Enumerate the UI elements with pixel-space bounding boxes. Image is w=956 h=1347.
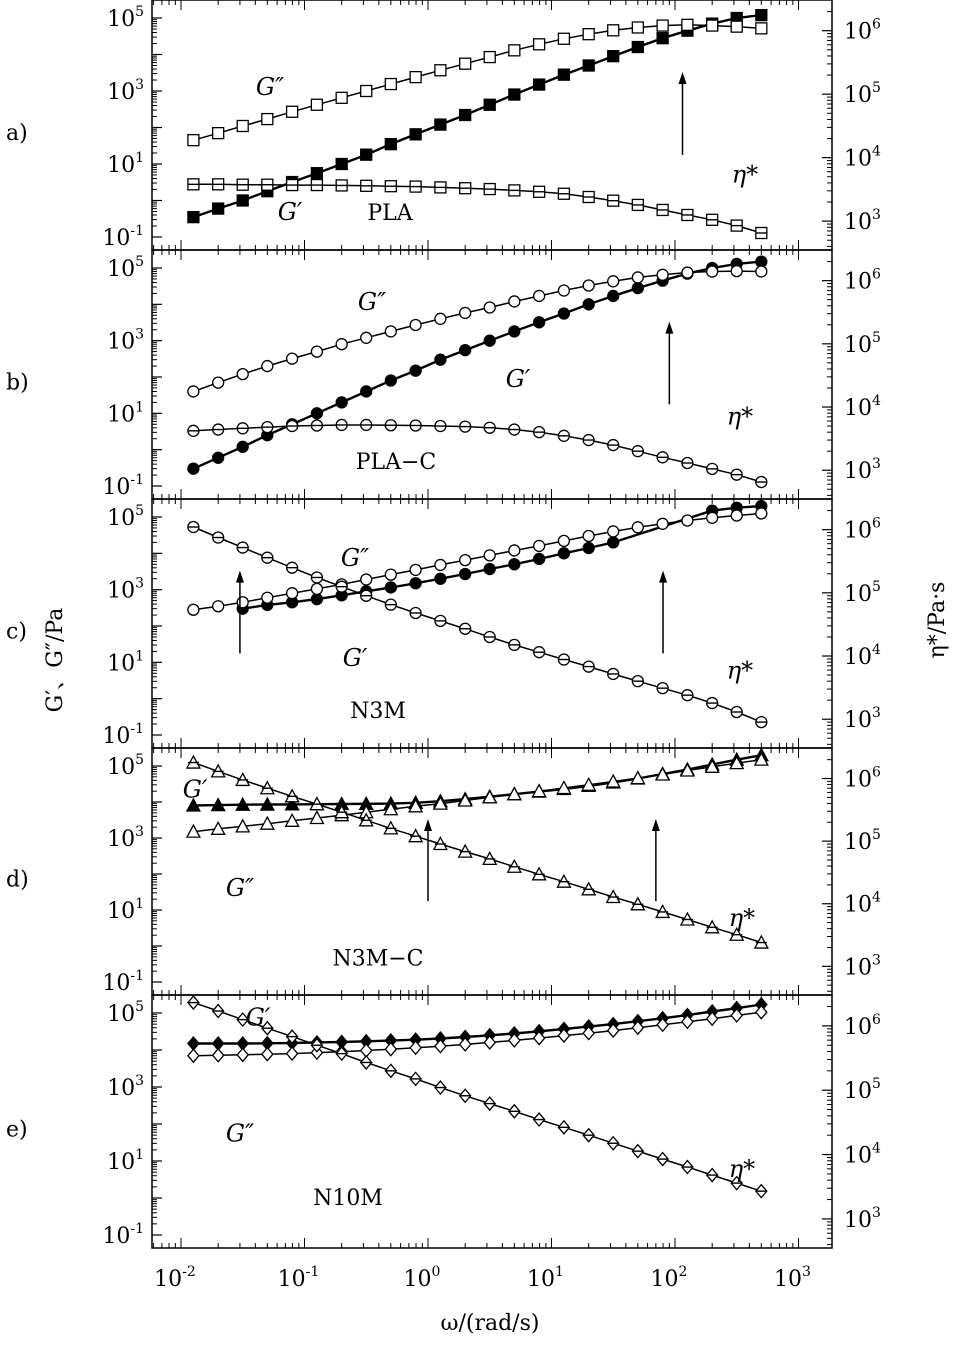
data-point xyxy=(311,168,322,179)
eta-label: η* xyxy=(728,1155,756,1184)
data-point xyxy=(410,578,421,589)
data-point xyxy=(237,1048,248,1061)
x-tick-label: $10^2$ xyxy=(650,1264,688,1292)
arrow-head xyxy=(659,571,667,583)
data-point xyxy=(583,299,594,310)
series-line xyxy=(193,527,761,725)
data-point xyxy=(385,569,396,580)
left-tick-label: $10^5$ xyxy=(107,752,144,780)
data-point xyxy=(460,568,471,579)
left-tick-label: $10^{-1}$ xyxy=(102,721,144,749)
data-point xyxy=(558,69,569,80)
data-point xyxy=(484,99,495,110)
panel-c xyxy=(6,499,881,749)
data-point xyxy=(632,283,643,294)
data-point xyxy=(484,302,495,313)
series-line xyxy=(193,755,761,805)
data-point xyxy=(237,120,248,131)
left-tick-label: $10^5$ xyxy=(107,503,144,531)
panel-letter: c) xyxy=(6,619,27,645)
data-point xyxy=(262,1048,273,1061)
data-point xyxy=(213,377,224,388)
data-point xyxy=(509,296,520,307)
data-point xyxy=(558,285,569,296)
data-point xyxy=(262,361,273,372)
g-double-prime-label: G″ xyxy=(255,73,285,101)
data-point xyxy=(213,128,224,139)
right-tick-label: $10^3$ xyxy=(844,952,881,981)
data-point xyxy=(336,339,347,350)
series-line xyxy=(193,1003,761,1192)
left-tick-label: $10^3$ xyxy=(107,326,144,355)
data-point xyxy=(657,20,668,31)
data-point xyxy=(435,354,446,365)
data-point xyxy=(657,269,668,280)
right-tick-label: $10^4$ xyxy=(844,143,881,172)
data-point xyxy=(287,353,298,364)
data-point xyxy=(287,1047,298,1060)
data-point xyxy=(558,548,569,559)
data-point xyxy=(509,559,520,570)
data-point xyxy=(756,10,767,21)
left-tick-label: $10^3$ xyxy=(107,824,144,852)
left-tick-label: $10^1$ xyxy=(107,648,144,677)
right-tick-label: $10^4$ xyxy=(844,642,881,671)
data-point xyxy=(361,86,372,97)
series-g-double-prime xyxy=(187,753,768,837)
data-point xyxy=(311,408,322,419)
data-point xyxy=(558,535,569,546)
left-tick-label: $10^5$ xyxy=(107,999,144,1027)
g-double-prime-label: G″ xyxy=(225,1119,255,1148)
panel-letter: d) xyxy=(6,867,29,893)
series-g-prime xyxy=(188,998,767,1050)
data-point xyxy=(484,550,495,561)
panel-frame xyxy=(152,250,832,499)
data-point xyxy=(707,512,718,523)
data-point xyxy=(608,25,619,36)
data-point xyxy=(707,266,718,277)
left-tick-label: $10^{-1}$ xyxy=(102,472,144,500)
data-point xyxy=(731,266,742,277)
data-point xyxy=(608,51,619,62)
data-point xyxy=(632,42,643,53)
panel-d xyxy=(6,748,881,996)
series-line xyxy=(193,271,761,391)
data-point xyxy=(534,39,545,50)
data-point xyxy=(410,564,421,575)
data-point xyxy=(534,290,545,301)
data-point xyxy=(410,319,421,330)
right-tick-label: $10^3$ xyxy=(844,1204,881,1233)
arrow-head xyxy=(424,819,432,831)
data-point xyxy=(213,1049,224,1062)
right-tick-label: $10^6$ xyxy=(844,515,881,544)
y-axis-title-left: G′、G″/Pa xyxy=(43,607,68,713)
right-tick-label: $10^5$ xyxy=(844,80,881,109)
data-point xyxy=(410,365,421,376)
data-point xyxy=(287,588,298,599)
left-tick-label: $10^{-1}$ xyxy=(102,223,144,251)
data-point xyxy=(509,89,520,100)
data-point xyxy=(410,1041,421,1054)
data-point xyxy=(583,280,594,291)
series-g-double-prime xyxy=(188,1006,767,1063)
data-point xyxy=(311,583,322,594)
data-point xyxy=(632,522,643,533)
right-tick-label: $10^4$ xyxy=(844,393,881,422)
data-point xyxy=(731,510,742,521)
right-tick-label: $10^3$ xyxy=(844,456,881,485)
left-tick-label: $10^{-1}$ xyxy=(102,968,144,996)
right-tick-label: $10^4$ xyxy=(844,889,881,918)
left-tick-label: $10^5$ xyxy=(107,4,144,32)
y-axis-title-right: η*/Pa·s xyxy=(925,581,950,659)
data-point xyxy=(385,375,396,386)
left-tick-label: $10^3$ xyxy=(107,575,144,604)
data-point xyxy=(509,545,520,556)
data-point xyxy=(435,313,446,324)
data-point xyxy=(410,129,421,140)
data-point xyxy=(756,508,767,519)
data-point xyxy=(262,114,273,125)
x-tick-label: $10^3$ xyxy=(774,1264,811,1292)
data-point xyxy=(460,345,471,356)
panel-frame xyxy=(152,748,832,995)
data-point xyxy=(435,119,446,130)
right-tick-label: $10^6$ xyxy=(844,764,881,793)
eta-label: η* xyxy=(726,656,754,685)
data-point xyxy=(311,99,322,110)
data-point xyxy=(385,139,396,150)
sample-label: PLA xyxy=(367,201,413,226)
data-point xyxy=(435,573,446,584)
x-tick-label: $10^{-2}$ xyxy=(154,1264,196,1292)
g-prime-label: G′ xyxy=(277,198,303,226)
series-line xyxy=(193,1012,761,1055)
eta-label: η* xyxy=(728,903,756,932)
series-line xyxy=(193,425,761,482)
panel-a xyxy=(6,0,881,251)
right-tick-label: $10^5$ xyxy=(844,1076,881,1105)
data-point xyxy=(311,346,322,357)
left-tick-label: $10^5$ xyxy=(107,254,144,282)
right-tick-label: $10^5$ xyxy=(844,578,881,607)
x-axis-title: ω/(rad/s) xyxy=(440,1311,540,1336)
eta-label: η* xyxy=(731,160,759,189)
data-point xyxy=(237,369,248,380)
data-point xyxy=(534,79,545,90)
data-point xyxy=(509,45,520,56)
data-point xyxy=(188,212,199,223)
data-point xyxy=(385,582,396,593)
left-tick-label: $10^1$ xyxy=(107,150,144,178)
data-point xyxy=(583,530,594,541)
data-point xyxy=(385,79,396,90)
x-tick-label: $10^1$ xyxy=(527,1264,564,1292)
arrow-head xyxy=(652,819,660,831)
panel-letter: b) xyxy=(6,370,29,396)
data-point xyxy=(361,149,372,160)
eta-label: η* xyxy=(726,402,754,431)
series-eta xyxy=(187,522,768,730)
data-point xyxy=(435,559,446,570)
left-tick-label: $10^1$ xyxy=(107,1147,144,1175)
left-tick-label: $10^3$ xyxy=(107,1073,144,1101)
data-point xyxy=(534,317,545,328)
series-eta xyxy=(187,996,768,1199)
data-point xyxy=(460,110,471,121)
series-line xyxy=(193,763,761,943)
data-point xyxy=(460,307,471,318)
left-tick-label: $10^3$ xyxy=(107,77,144,105)
data-point xyxy=(213,601,224,612)
data-point xyxy=(756,1006,767,1019)
data-point xyxy=(682,19,693,30)
g-double-prime-label: G″ xyxy=(225,874,255,903)
series-g-prime xyxy=(188,10,767,223)
data-point xyxy=(435,65,446,76)
series-g-prime xyxy=(188,256,767,474)
data-point xyxy=(213,203,224,214)
data-point xyxy=(435,1040,446,1053)
data-point xyxy=(657,518,668,529)
data-point xyxy=(731,21,742,32)
data-point xyxy=(287,106,298,117)
data-point xyxy=(608,526,619,537)
data-point xyxy=(707,20,718,31)
panel-letter: e) xyxy=(6,1117,28,1143)
data-point xyxy=(632,22,643,33)
data-point xyxy=(756,266,767,277)
data-point xyxy=(484,335,495,346)
data-point xyxy=(608,276,619,287)
data-point xyxy=(632,272,643,283)
data-point xyxy=(213,452,224,463)
arrow-head xyxy=(665,322,673,334)
data-point xyxy=(756,23,767,34)
left-tick-label: $10^{-1}$ xyxy=(102,1221,144,1249)
x-axis xyxy=(154,1264,811,1292)
right-tick-label: $10^3$ xyxy=(844,705,881,734)
series-line xyxy=(193,1005,761,1044)
panels-layer xyxy=(6,0,881,1249)
right-tick-label: $10^5$ xyxy=(844,827,881,856)
data-point xyxy=(385,326,396,337)
g-prime-label: G′ xyxy=(342,643,368,672)
arrow-head xyxy=(236,571,244,583)
series-eta xyxy=(187,756,768,950)
data-point xyxy=(583,543,594,554)
data-point xyxy=(558,308,569,319)
data-point xyxy=(509,326,520,337)
data-point xyxy=(361,332,372,343)
sample-label: N10M xyxy=(313,1185,383,1211)
data-point xyxy=(336,397,347,408)
data-point xyxy=(608,537,619,548)
right-tick-label: $10^3$ xyxy=(844,207,881,236)
data-point xyxy=(188,135,199,146)
data-point xyxy=(336,159,347,170)
g-prime-label: G′ xyxy=(182,775,208,804)
sample-label: PLA−C xyxy=(355,450,437,476)
panel-frame xyxy=(152,499,832,748)
arrow-head xyxy=(678,72,686,84)
x-tick-label: $10^0$ xyxy=(403,1264,441,1292)
data-point xyxy=(460,555,471,566)
g-double-prime-label: G″ xyxy=(357,287,387,316)
data-point xyxy=(188,386,199,397)
panel-b xyxy=(6,250,881,500)
right-tick-label: $10^6$ xyxy=(844,266,881,295)
sample-label: N3M xyxy=(350,699,406,725)
data-point xyxy=(188,1049,199,1062)
data-point xyxy=(583,29,594,40)
series-g-double-prime xyxy=(188,266,767,397)
data-point xyxy=(311,594,322,605)
data-point xyxy=(385,1043,396,1056)
data-point xyxy=(682,267,693,278)
data-point xyxy=(410,72,421,83)
g-double-prime-label: G″ xyxy=(340,544,370,573)
series-g-prime xyxy=(187,749,768,811)
right-tick-label: $10^6$ xyxy=(844,1011,881,1040)
data-point xyxy=(682,515,693,526)
data-point xyxy=(336,92,347,103)
data-point xyxy=(534,553,545,564)
data-point xyxy=(484,564,495,575)
data-point xyxy=(361,386,372,397)
data-point xyxy=(484,52,495,63)
data-point xyxy=(188,463,199,474)
panel-frame xyxy=(152,0,832,250)
data-point xyxy=(460,58,471,69)
series-g-double-prime xyxy=(188,508,767,615)
series-line xyxy=(193,262,761,469)
data-point xyxy=(361,574,372,585)
data-point xyxy=(583,60,594,71)
data-point xyxy=(558,33,569,44)
data-point xyxy=(237,597,248,608)
left-tick-label: $10^1$ xyxy=(107,399,144,428)
right-tick-label: $10^4$ xyxy=(844,1140,881,1169)
sample-label: N3M−C xyxy=(332,946,424,972)
panel-letter: a) xyxy=(6,121,28,146)
g-prime-label: G′ xyxy=(505,364,531,393)
right-tick-label: $10^6$ xyxy=(844,16,881,45)
x-tick-label: $10^{-1}$ xyxy=(277,1264,320,1292)
series-eta xyxy=(187,419,768,489)
data-point xyxy=(657,33,668,44)
data-point xyxy=(534,540,545,551)
right-tick-label: $10^5$ xyxy=(844,329,881,358)
data-point xyxy=(188,1037,199,1050)
data-point xyxy=(262,592,273,603)
panel-e xyxy=(6,995,881,1249)
g-prime-label: G′ xyxy=(245,1003,271,1032)
left-tick-label: $10^1$ xyxy=(107,896,144,924)
data-point xyxy=(237,441,248,452)
data-point xyxy=(188,604,199,615)
data-point xyxy=(608,290,619,301)
data-point xyxy=(237,195,248,206)
